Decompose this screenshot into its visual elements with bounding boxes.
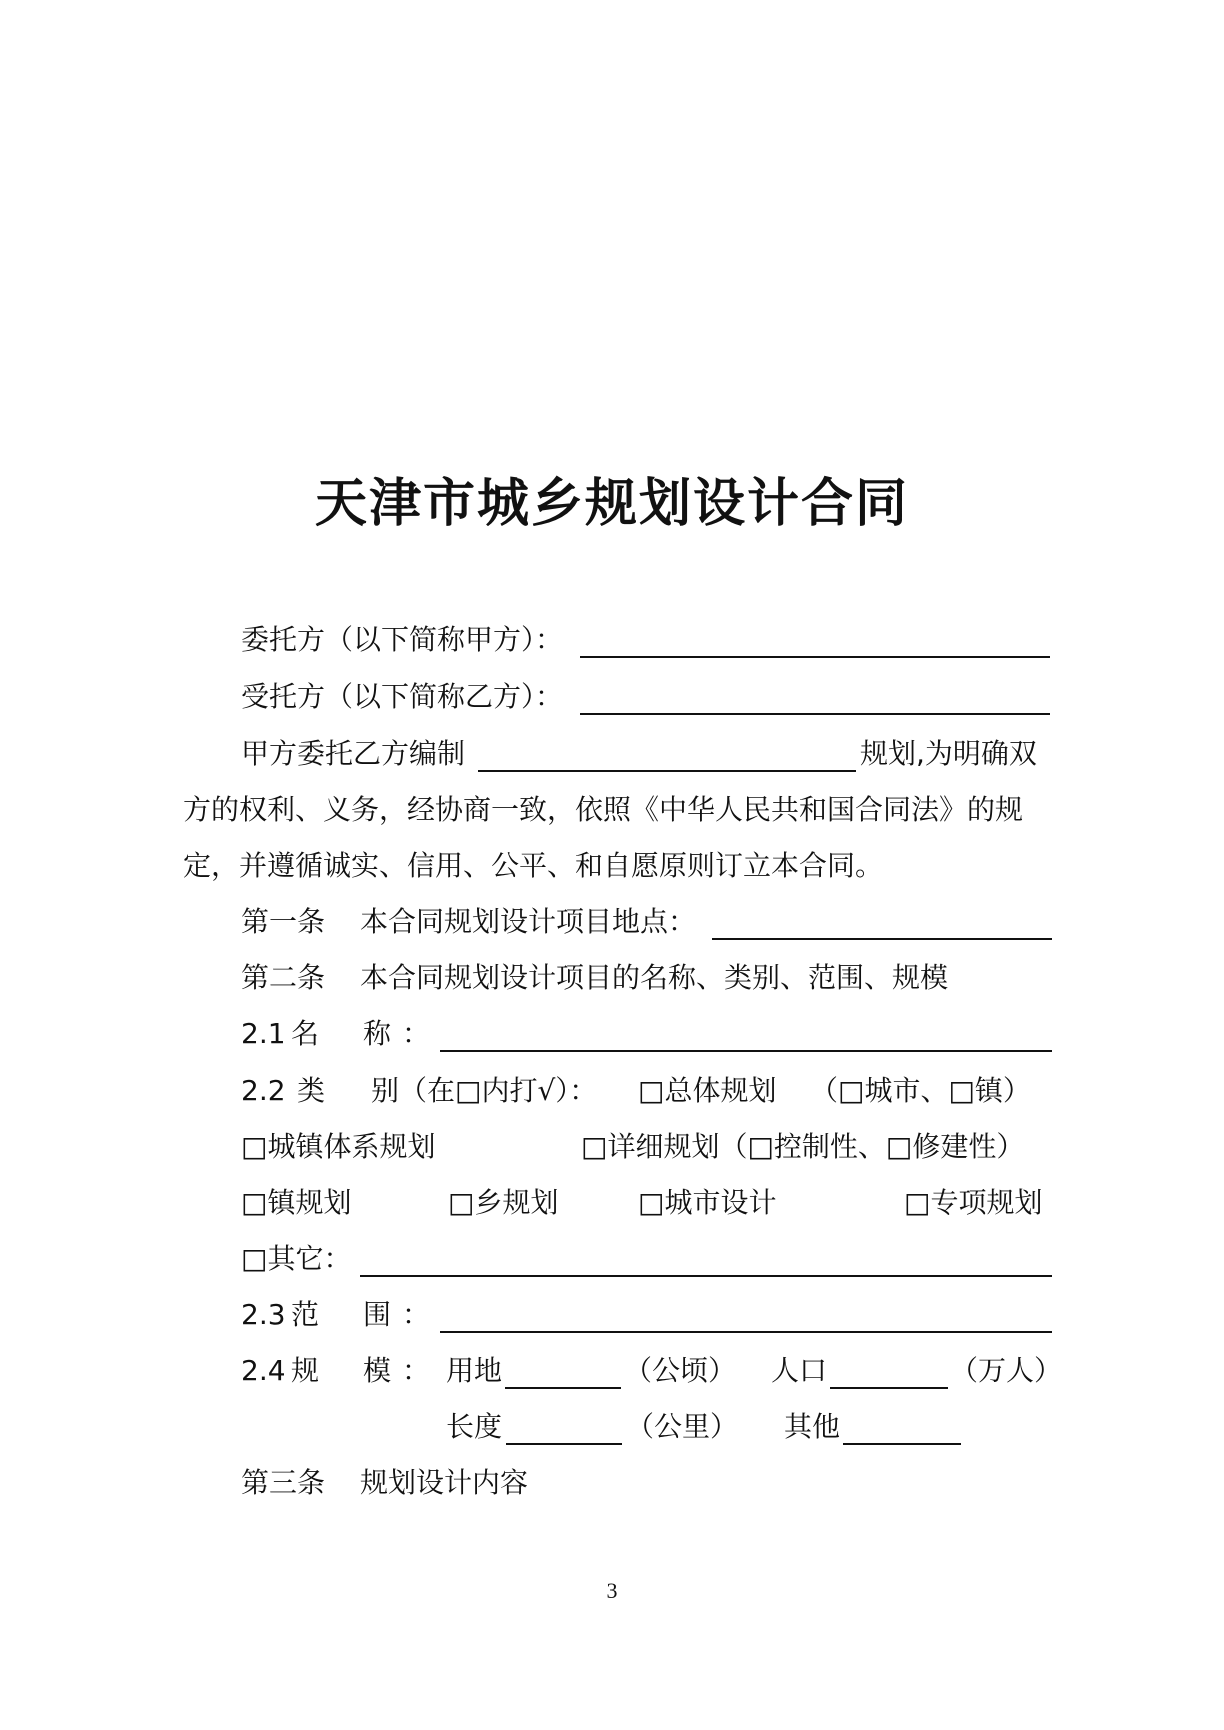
section-2-1-number: 2.1 (241, 1017, 286, 1050)
land-unit: （公顷） (624, 1354, 737, 1387)
contractor-label: 受托方（以下简称乙方）： (241, 680, 564, 713)
section-2-1-char-2: 称 (363, 1017, 392, 1050)
article-3-label: 第三条 (241, 1466, 326, 1499)
option-town-system-plan: □城镇体系规划 (241, 1130, 436, 1163)
section-2-4-char-2: 模 (363, 1354, 392, 1387)
plan-name-blank-line (478, 770, 856, 772)
intro-line-3: 定，并遵循诚实、信用、公平、和自愿原则订立本合同。 (183, 849, 884, 882)
option-special-plan: □专项规划 (904, 1186, 1043, 1219)
other-scale-label: 其他 (784, 1410, 841, 1443)
section-2-1-colon: ： (402, 1017, 431, 1050)
option-town-plan: □镇规划 (241, 1186, 352, 1219)
section-2-3-number: 2.3 (241, 1298, 286, 1331)
section-2-3-char-1: 范 (291, 1298, 320, 1331)
article-1-label: 第一条 (241, 905, 326, 938)
name-blank-line (440, 1050, 1052, 1052)
option-general-plan: □总体规划 (638, 1074, 777, 1107)
page-title: 天津市城乡规划设计合同 (314, 474, 909, 534)
population-unit: （万人） (950, 1354, 1063, 1387)
section-2-2-char-2: 别（在□内打√）： (371, 1074, 598, 1107)
scope-blank-line (440, 1331, 1052, 1333)
section-2-4-number: 2.4 (241, 1354, 286, 1387)
length-blank-line (506, 1443, 622, 1445)
option-detailed-plan: □详细规划（□控制性、□修建性） (581, 1130, 1025, 1163)
article-3-text: 规划设计内容 (360, 1466, 529, 1499)
other-scale-blank-line (843, 1443, 961, 1445)
section-2-4-colon: ： (402, 1354, 431, 1387)
article-2-text: 本合同规划设计项目的名称、类别、范围、规模 (360, 961, 949, 994)
intro-line-2: 方的权利、义务，经协商一致，依照《中华人民共和国合同法》的规 (183, 793, 1024, 826)
section-2-2-number: 2.2 (241, 1074, 286, 1107)
intro-start: 甲方委托乙方编制 (241, 737, 466, 770)
other-blank-line (360, 1275, 1052, 1277)
location-blank-line (712, 938, 1052, 940)
article-1-text: 本合同规划设计项目地点： (360, 905, 697, 938)
section-2-4-char-1: 规 (291, 1354, 320, 1387)
article-2-label: 第二条 (241, 961, 326, 994)
intro-mid: 规划,为明确双 (860, 737, 1037, 770)
length-unit: （公里） (626, 1410, 739, 1443)
contractor-blank-line (580, 713, 1050, 715)
option-general-plan-sub: （□城市、□镇） (810, 1074, 1031, 1107)
section-2-3-char-2: 围 (363, 1298, 392, 1331)
option-township-plan: □乡规划 (448, 1186, 559, 1219)
land-blank-line (505, 1387, 621, 1389)
population-blank-line (830, 1387, 948, 1389)
section-2-1-char-1: 名 (291, 1017, 320, 1050)
land-label: 用地 (446, 1354, 503, 1387)
population-label: 人口 (771, 1354, 828, 1387)
section-2-2-char-1: 类 (297, 1074, 326, 1107)
page-number: 3 (606, 1578, 618, 1603)
section-2-3-colon: ： (402, 1298, 431, 1331)
client-label: 委托方（以下简称甲方）： (241, 623, 564, 656)
client-blank-line (580, 656, 1050, 658)
option-urban-design: □城市设计 (638, 1186, 777, 1219)
length-label: 长度 (446, 1410, 503, 1443)
option-other: □其它： (241, 1242, 352, 1275)
